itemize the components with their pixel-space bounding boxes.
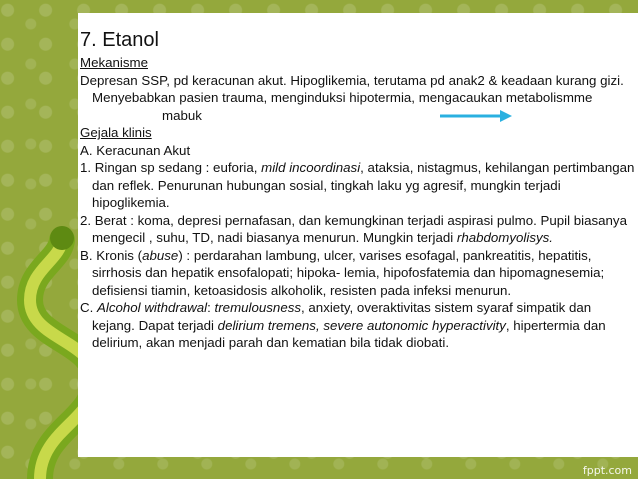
slide-title: 7. Etanol — [80, 29, 159, 51]
mekanisme-text: Depresan SSP, pd keracunan akut. Hipoglikemia, terutama pd anak2 & keadaan kurang gizi. Menyebabkan pasien trauma, menginduksi hipotermia, mengacaukan metabolismme mabuk — [80, 72, 624, 123]
mabuk-label: mabuk — [162, 107, 202, 123]
mekanisme-heading: Mekanisme — [80, 55, 148, 70]
ringan-paragraph: 1. Ringan sp sedang : euforia, mild incoordinasi, ataksia, nistagmus, kehilangan pertimbangan dan reflek. Penurunan hubungan sosial, tingkah laku yg agresif, mungkin terjadi hipoglikemia. — [80, 160, 635, 210]
acute-heading: A. Keracunan Akut — [80, 142, 191, 158]
gejala-heading: Gejala klinis — [80, 125, 152, 140]
berat-paragraph: 2. Berat : koma, depresi pernafasan, dan kemungkinan terjadi aspirasi pulmo. Pupil biasanya mengecil , suhu, TD, nadi biasanya menurun. Mungkin terjadi rhabdomyolisys. — [80, 212, 627, 245]
withdrawal-paragraph: C. Alcohol withdrawal: tremulousness, anxiety, overaktivitas sistem syaraf simpatik dan kejang. Dapat terjadi delirium tremens, severe autonomic hyperactivity, hipertermia dan delirium, akan menjadi parah dan kematian bila tidak diobati. — [80, 300, 606, 350]
kronis-paragraph: B. Kronis (abuse) : perdarahan lambung, ulcer, varises esofagal, pankreatitis, hepatitis, sirrhosis dan hepatik ensofalopati; hipoka- lemia, hipofosfatemia dan hipomagnesemia; defisiensi tiamin, ketoasidosis alkoholik, resisten pada infeksi menurun. — [80, 247, 605, 298]
arrow-icon — [440, 109, 512, 123]
fppt-logo: fppt.com — [582, 464, 632, 477]
slide-content — [80, 28, 635, 352]
